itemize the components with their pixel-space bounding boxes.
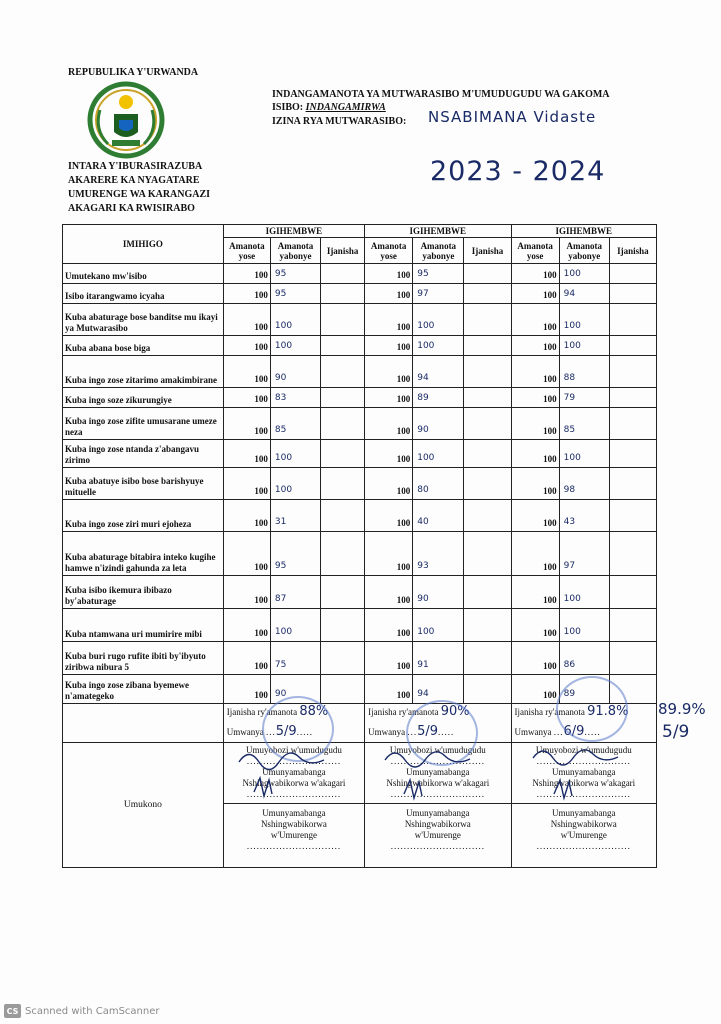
achieved-score: 75 — [270, 642, 320, 675]
row-label: Kuba ingo zose ntanda z'abangavu zirimo — [63, 440, 224, 468]
sub-achieved-3: Amanota yabonye — [559, 238, 609, 264]
table-row — [63, 576, 657, 609]
ijanisha-cell — [464, 440, 511, 468]
target-score: 100 — [511, 642, 559, 675]
achieved-score: 95 — [413, 264, 464, 284]
margin-note-average-pct: 89.9% — [658, 700, 706, 718]
target-score: 100 — [223, 284, 270, 304]
isibo-value: INDANGAMIRWA — [305, 102, 386, 113]
sign-umurenge-1: Umunyamabanga — [552, 808, 616, 818]
isibo-line — [272, 101, 386, 114]
signature-block-3: Umuyobozi w'umudugudu ............................. Umunyamabanga Nshingwabikorwa w'akagari ............................. Umunyamabanga Nshingwabikorwa w'Umurenge ............................. — [511, 743, 656, 868]
table-row — [63, 532, 657, 576]
achieved-score: 80 — [413, 468, 464, 500]
period-header-1: IGIHEMBWE — [223, 225, 364, 238]
ijanisha-cell — [321, 356, 365, 388]
sub-achieved-1: Amanota yabonye — [270, 238, 320, 264]
sub-target-3: Amanota yose — [511, 238, 559, 264]
ijanisha-cell — [464, 408, 511, 440]
ijanisha-cell — [464, 264, 511, 284]
ijanisha-cell — [609, 388, 656, 408]
admin-line-district: AKARERE KA NYAGATARE — [68, 175, 200, 186]
scanner-footer-text: Scanned with CamScanner — [25, 1005, 160, 1017]
row-label: Kuba ingo zose zitarimo amakimbirane — [63, 356, 224, 388]
row-label: Umutekano mw'isibo — [63, 264, 224, 284]
document-title: INDANGAMANOTA YA MUTWARASIBO M'UMUDUGUDU WA GAKOMA — [272, 89, 610, 100]
summary-rank-label: Umwanya — [226, 727, 264, 737]
achieved-score: 40 — [413, 500, 464, 532]
ijanisha-cell — [464, 284, 511, 304]
ijanisha-cell — [609, 642, 656, 675]
ijanisha-cell — [321, 532, 365, 576]
ijanisha-cell — [321, 408, 365, 440]
achieved-score: 87 — [270, 576, 320, 609]
table-row — [63, 408, 657, 440]
target-score: 100 — [365, 609, 413, 642]
name-label: IZINA RYA MUTWARASIBO: — [272, 116, 407, 127]
ijanisha-cell — [464, 576, 511, 609]
sub-ijanisha-1: Ijanisha — [321, 238, 365, 264]
table-row — [63, 500, 657, 532]
table-row — [63, 440, 657, 468]
ijanisha-cell — [609, 468, 656, 500]
isibo-label: ISIBO: — [272, 102, 304, 113]
row-label: Isibo itarangwamo icyaha — [63, 284, 224, 304]
achieved-score: 90 — [413, 576, 464, 609]
achieved-score: 100 — [559, 336, 609, 356]
target-score: 100 — [365, 500, 413, 532]
admin-line-sector: UMURENGE WA KARANGAZI — [68, 189, 211, 200]
row-label: Kuba ingo zose ziri muri ejoheza — [63, 500, 224, 532]
sub-target-1: Amanota yose — [223, 238, 270, 264]
achieved-score: 100 — [559, 264, 609, 284]
achieved-score: 89 — [559, 675, 609, 704]
ijanisha-cell — [464, 304, 511, 336]
summary-pct-value: 91.8% — [587, 704, 629, 719]
ijanisha-cell — [321, 609, 365, 642]
sign-akagari-1: Umunyamabanga — [262, 767, 326, 777]
target-score: 100 — [511, 440, 559, 468]
achieved-score: 100 — [270, 440, 320, 468]
achieved-score: 100 — [270, 609, 320, 642]
summary-period-2: Ijanisha ry'amanota 90% Umwanya ... 5/9 ..... — [365, 704, 511, 743]
ijanisha-cell — [321, 284, 365, 304]
signature-block-2: Umuyobozi w'umudugudu ............................. Umunyamabanga Nshingwabikorwa w'akagari ............................. Umunyamabanga Nshingwabikorwa w'Umurenge ............................. — [365, 743, 511, 868]
target-score: 100 — [365, 264, 413, 284]
achieved-score: 100 — [413, 336, 464, 356]
target-score: 100 — [365, 304, 413, 336]
achieved-score: 100 — [559, 609, 609, 642]
year-handwritten: 2023 - 2024 — [430, 156, 606, 187]
ijanisha-cell — [321, 388, 365, 408]
row-label: Kuba ingo zose zibana byemewe n'amategeko — [63, 675, 224, 704]
ijanisha-cell — [609, 336, 656, 356]
ijanisha-cell — [464, 675, 511, 704]
target-score: 100 — [223, 440, 270, 468]
achieved-score: 100 — [270, 304, 320, 336]
achieved-score: 94 — [413, 356, 464, 388]
ijanisha-cell — [321, 642, 365, 675]
achieved-score: 86 — [559, 642, 609, 675]
achieved-score: 100 — [413, 440, 464, 468]
target-score: 100 — [365, 388, 413, 408]
ijanisha-cell — [609, 440, 656, 468]
ijanisha-cell — [609, 576, 656, 609]
ijanisha-cell — [321, 675, 365, 704]
achieved-score: 100 — [559, 304, 609, 336]
period-header-3: IGIHEMBWE — [511, 225, 656, 238]
target-score: 100 — [365, 408, 413, 440]
sign-akagari-2: Nshingwabikorwa w'akagari — [532, 778, 636, 788]
achieved-score: 90 — [270, 675, 320, 704]
ijanisha-cell — [609, 609, 656, 642]
target-score: 100 — [365, 468, 413, 500]
achieved-score: 90 — [270, 356, 320, 388]
achieved-score: 100 — [413, 304, 464, 336]
achieved-score: 79 — [559, 388, 609, 408]
target-score: 100 — [511, 468, 559, 500]
camscanner-logo-icon: CS — [4, 1004, 21, 1018]
achieved-score: 97 — [413, 284, 464, 304]
target-score: 100 — [365, 675, 413, 704]
achieved-score: 85 — [270, 408, 320, 440]
sign-umurenge-1: Umunyamabanga — [406, 808, 470, 818]
ijanisha-cell — [609, 264, 656, 284]
ijanisha-cell — [464, 336, 511, 356]
target-score: 100 — [511, 388, 559, 408]
achieved-score: 95 — [270, 264, 320, 284]
target-score: 100 — [511, 408, 559, 440]
table-row — [63, 284, 657, 304]
ijanisha-cell — [609, 304, 656, 336]
table-row — [63, 642, 657, 675]
row-label: Kuba ingo zose zifite umusarane umeze neza — [63, 408, 224, 440]
target-score: 100 — [365, 532, 413, 576]
target-score: 100 — [365, 284, 413, 304]
target-score: 100 — [223, 576, 270, 609]
achieved-score: 85 — [559, 408, 609, 440]
summary-rank-value: 5/9 — [417, 724, 439, 739]
target-score: 100 — [223, 642, 270, 675]
table-row — [63, 388, 657, 408]
summary-label-cell — [63, 704, 224, 743]
achieved-score: 100 — [559, 440, 609, 468]
ijanisha-cell — [464, 500, 511, 532]
sign-umurenge-2: Nshingwabikorwa — [550, 819, 617, 829]
ijanisha-cell — [464, 468, 511, 500]
name-value: NSABIMANA Vidaste — [428, 108, 597, 126]
republic-heading: REPUBULIKA Y'URWANDA — [68, 67, 199, 78]
ijanisha-cell — [321, 440, 365, 468]
summary-rank-value: 5/9 — [275, 724, 297, 739]
sign-mudugudu: Umuyobozi w'umudugudu — [535, 745, 632, 755]
target-score: 100 — [223, 500, 270, 532]
summary-rank-label: Umwanya — [368, 727, 406, 737]
signature-scribble-2 — [380, 742, 500, 812]
achieved-score: 91 — [413, 642, 464, 675]
achieved-score: 90 — [413, 408, 464, 440]
signature-scribble-1 — [234, 742, 354, 812]
target-score: 100 — [511, 500, 559, 532]
row-label: Kuba isibo ikemura ibibazo by'abaturage — [63, 576, 224, 609]
ijanisha-cell — [609, 408, 656, 440]
ijanisha-cell — [464, 388, 511, 408]
ijanisha-cell — [321, 500, 365, 532]
signature-block-1: Umuyobozi w'umudugudu ............................. Umunyamabanga Nshingwabikorwa w'akagari ............................. Umunyamabanga Nshingwabikorwa w'Umurenge ............................. — [223, 743, 364, 868]
margin-note-rank: 5/9 — [662, 722, 690, 742]
ijanisha-cell — [321, 468, 365, 500]
admin-line-province: INTARA Y'IBURASIRAZUBA — [68, 161, 203, 172]
achieved-score: 89 — [413, 388, 464, 408]
target-score: 100 — [365, 642, 413, 675]
summary-pct-value: 88% — [299, 704, 329, 719]
sign-umurenge-2: Nshingwabikorwa — [404, 819, 471, 829]
sign-umurenge-3: w'Umurenge — [414, 830, 461, 840]
ijanisha-cell — [321, 336, 365, 356]
sign-mudugudu: Umuyobozi w'umudugudu — [246, 745, 342, 755]
target-score: 100 — [223, 675, 270, 704]
ijanisha-cell — [321, 264, 365, 284]
achieved-score: 43 — [559, 500, 609, 532]
admin-line-cell: AKAGARI KA RWISIRABO — [68, 203, 195, 214]
target-score: 100 — [511, 576, 559, 609]
target-score: 100 — [223, 468, 270, 500]
table-row — [63, 356, 657, 388]
summary-period-1: Ijanisha ry'amanota 88% Umwanya ... 5/9 ..... — [223, 704, 364, 743]
achieved-score: 100 — [270, 468, 320, 500]
achieved-score: 83 — [270, 388, 320, 408]
ijanisha-cell — [609, 284, 656, 304]
name-line — [272, 115, 406, 128]
ijanisha-cell — [609, 532, 656, 576]
ijanisha-cell — [609, 500, 656, 532]
achieved-score: 31 — [270, 500, 320, 532]
target-score: 100 — [511, 264, 559, 284]
ijanisha-cell — [321, 304, 365, 336]
summary-rank-value: 6/9 — [563, 724, 585, 739]
sign-akagari-1: Umunyamabanga — [406, 767, 470, 777]
target-score: 100 — [223, 609, 270, 642]
sub-ijanisha-3: Ijanisha — [609, 238, 656, 264]
summary-pct-label: Ijanisha ry'amanota — [226, 707, 298, 717]
achieved-score: 94 — [413, 675, 464, 704]
scanner-footer — [4, 1004, 160, 1018]
umukono-label: Umukono — [63, 743, 224, 868]
ijanisha-cell — [464, 642, 511, 675]
sign-umurenge-3: w'Umurenge — [270, 830, 317, 840]
target-score: 100 — [223, 532, 270, 576]
table-row — [63, 609, 657, 642]
target-score: 100 — [223, 356, 270, 388]
achieved-score: 98 — [559, 468, 609, 500]
sub-achieved-2: Amanota yabonye — [413, 238, 464, 264]
ijanisha-cell — [321, 576, 365, 609]
sign-umurenge-1: Umunyamabanga — [262, 808, 326, 818]
row-label: Kuba abaturage bose banditse mu ikayi ya Mutwarasibo — [63, 304, 224, 336]
achieved-score: 93 — [413, 532, 464, 576]
row-label: Kuba abaturage bitabira inteko kugihe hamwe n'izindi gahunda za leta — [63, 532, 224, 576]
sign-akagari-2: Nshingwabikorwa w'akagari — [386, 778, 490, 788]
table-row — [63, 304, 657, 336]
ijanisha-cell — [609, 356, 656, 388]
achieved-score: 88 — [559, 356, 609, 388]
achieved-score: 94 — [559, 284, 609, 304]
row-label: Kuba ntamwana uri mumirire mibi — [63, 609, 224, 642]
achieved-score: 97 — [559, 532, 609, 576]
sign-umurenge-2: Nshingwabikorwa — [260, 819, 327, 829]
rwanda-emblem-icon — [86, 80, 166, 160]
summary-pct-value: 90% — [440, 704, 470, 719]
period-header-2: IGIHEMBWE — [365, 225, 511, 238]
ijanisha-cell — [464, 532, 511, 576]
target-score: 100 — [511, 609, 559, 642]
achieved-score: 100 — [413, 609, 464, 642]
row-label: Kuba ingo soze zikurungiye — [63, 388, 224, 408]
target-score: 100 — [223, 388, 270, 408]
row-label: Kuba abana bose biga — [63, 336, 224, 356]
ijanisha-cell — [464, 609, 511, 642]
target-score: 100 — [511, 532, 559, 576]
sign-akagari-1: Umunyamabanga — [552, 767, 616, 777]
table-row — [63, 264, 657, 284]
col-imihigo: IMIHIGO — [63, 225, 224, 264]
target-score: 100 — [511, 356, 559, 388]
target-score: 100 — [511, 284, 559, 304]
summary-pct-label: Ijanisha ry'amanota — [368, 707, 439, 717]
achieved-score: 95 — [270, 284, 320, 304]
target-score: 100 — [223, 264, 270, 284]
signature-scribble-3 — [528, 740, 648, 810]
target-score: 100 — [223, 336, 270, 356]
target-score: 100 — [365, 336, 413, 356]
sub-ijanisha-2: Ijanisha — [464, 238, 511, 264]
sign-akagari-2: Nshingwabikorwa w'akagari — [242, 778, 346, 788]
row-label: Kuba abatuye isibo bose barishyuye mituelle — [63, 468, 224, 500]
official-stamp-3 — [556, 676, 628, 742]
ijanisha-cell — [464, 356, 511, 388]
target-score: 100 — [511, 336, 559, 356]
summary-pct-label: Ijanisha ry'amanota — [514, 707, 585, 717]
row-label: Kuba buri rugo rufite ibiti by'ibyuto ziribwa nibura 5 — [63, 642, 224, 675]
target-score: 100 — [365, 576, 413, 609]
achieved-score: 100 — [270, 336, 320, 356]
summary-rank-label: Umwanya — [514, 727, 552, 737]
sign-umurenge-3: w'Umurenge — [560, 830, 607, 840]
target-score: 100 — [365, 440, 413, 468]
target-score: 100 — [223, 408, 270, 440]
sign-mudugudu: Umuyobozi w'umudugudu — [389, 745, 486, 755]
table-row — [63, 468, 657, 500]
target-score: 100 — [511, 675, 559, 704]
target-score: 100 — [511, 304, 559, 336]
sub-target-2: Amanota yose — [365, 238, 413, 264]
target-score: 100 — [365, 356, 413, 388]
achieved-score: 100 — [559, 576, 609, 609]
summary-period-3: Ijanisha ry'amanota 91.8% Umwanya ... 6/9 ..... — [511, 704, 656, 743]
table-row — [63, 336, 657, 356]
achieved-score: 95 — [270, 532, 320, 576]
target-score: 100 — [223, 304, 270, 336]
